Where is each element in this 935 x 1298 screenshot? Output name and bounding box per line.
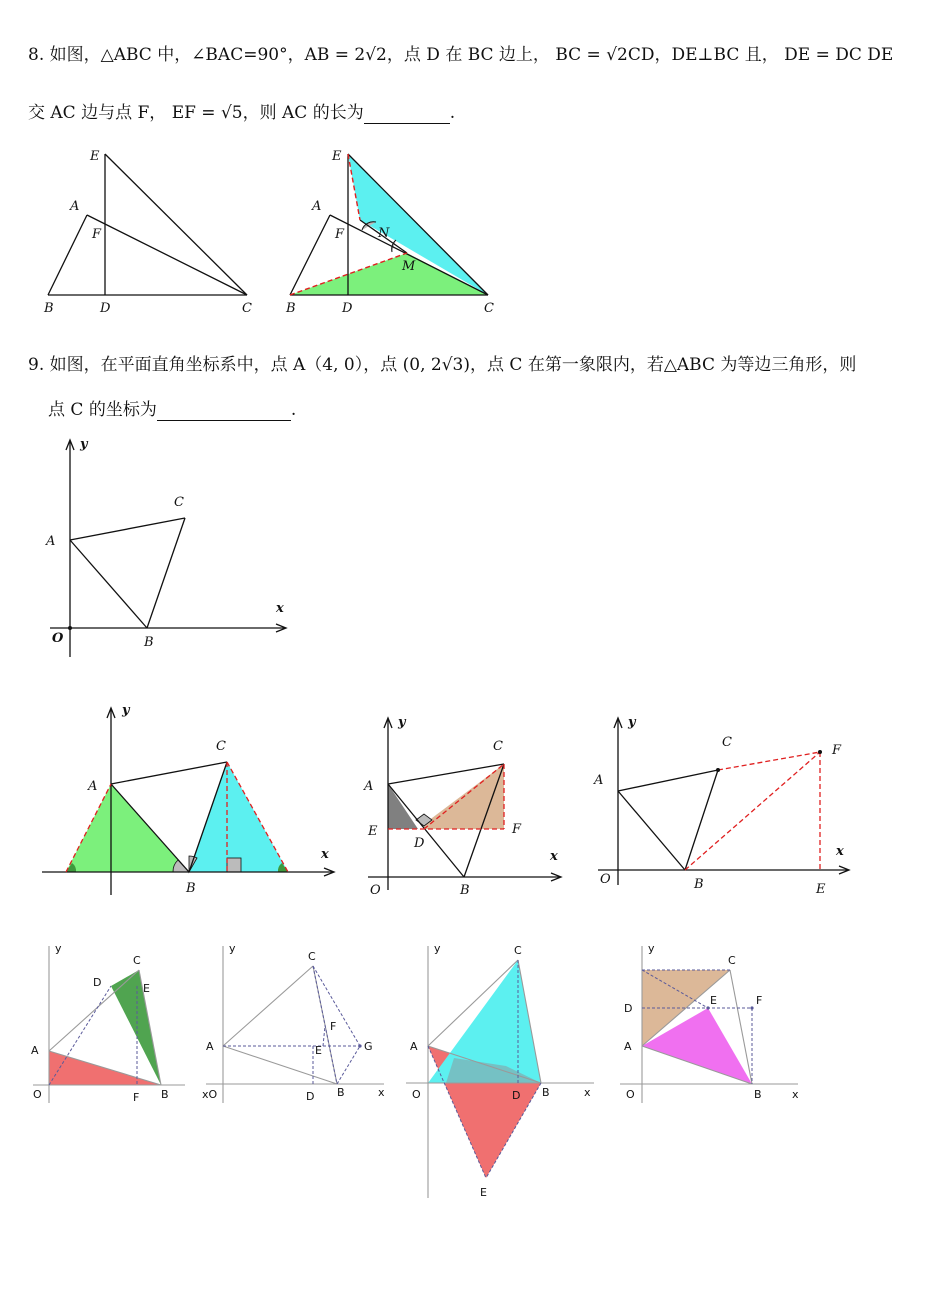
q8f2-label-f: F	[335, 227, 345, 242]
q9-label-b: B	[144, 635, 154, 650]
q8f1-label-b: B	[44, 301, 54, 316]
s1f1-right-angle	[227, 858, 241, 872]
q9-label-y: y	[80, 437, 88, 452]
s1f2-label-o: O	[370, 883, 381, 898]
q8-answer-blank[interactable]	[364, 103, 450, 124]
q9-line2-end: .	[290, 400, 297, 420]
s2f3-label-a: A	[410, 1040, 418, 1053]
q9-label-x: x	[276, 601, 284, 616]
s2f2-label-x: x	[378, 1086, 385, 1099]
s2f4-label-x: x	[792, 1088, 799, 1101]
s1f3-label-f: F	[832, 743, 842, 758]
q9-text-line1: 9. 如图，在平面直角坐标系中，点 A（4, 0），点 (0, 2√3)，点 C 在第一象限内，若△ABC 为等边三角形，则	[28, 355, 857, 375]
s2f1-label-a: A	[31, 1044, 39, 1057]
s1f2-label-y: y	[398, 715, 406, 730]
q8-line2-end: .	[449, 103, 456, 123]
s1f1-green-triangle	[66, 784, 189, 872]
q8f1-label-f: F	[92, 227, 102, 242]
s1f3-label-c: C	[722, 735, 732, 750]
s2f4-label-c: C	[728, 954, 736, 967]
sol1-figure-1	[38, 700, 348, 900]
s2f1-label-b: B	[161, 1088, 169, 1101]
sol2-figure-2	[200, 938, 400, 1108]
s2f4-label-o: O	[626, 1088, 635, 1101]
s2f2-label-b: B	[337, 1086, 345, 1099]
s2f4-label-a: A	[624, 1040, 632, 1053]
q8f2-label-a: A	[312, 199, 322, 214]
q8f1-label-c: C	[242, 301, 252, 316]
s1f1-label-a: A	[88, 779, 98, 794]
q8-text-line2	[28, 98, 455, 124]
s2f3-label-o: O	[412, 1088, 421, 1101]
q9-label-o: O	[52, 631, 64, 646]
s2f2-label-g: G	[364, 1040, 373, 1053]
s2f4-label-b: B	[754, 1088, 762, 1101]
s1f2-label-x: x	[550, 849, 558, 864]
s1f3-label-x: x	[836, 844, 844, 859]
s1f1-label-c: C	[216, 739, 226, 754]
s1f2-label-f: F	[512, 822, 522, 837]
s1f1-label-b: B	[186, 881, 196, 896]
q9-text-line2	[48, 395, 296, 421]
s1f3-label-y: y	[628, 715, 636, 730]
q9-answer-blank[interactable]	[157, 400, 291, 421]
s2f2-label-e: E	[315, 1044, 322, 1057]
q8f1-label-a: A	[70, 199, 80, 214]
s2f3-label-y: y	[434, 942, 441, 955]
s2f1-green-triangle	[111, 970, 161, 1085]
s1f2-label-c: C	[493, 739, 503, 754]
s2f4-label-e: E	[710, 994, 717, 1007]
s1f2-label-d: D	[414, 836, 425, 851]
s1f3-label-o: O	[600, 872, 611, 887]
s2f3-label-b: B	[542, 1086, 550, 1099]
q9-figure	[40, 432, 310, 662]
s1f3-label-a: A	[594, 773, 604, 788]
q8-figure-1	[30, 140, 290, 320]
s2f1-label-f: F	[133, 1091, 140, 1104]
s2f2-label-xo: xO	[202, 1088, 218, 1101]
sol2-figure-4	[612, 938, 812, 1108]
q8f2-label-m: M	[402, 259, 416, 274]
q8f2-label-n: N	[378, 226, 390, 241]
s2f2-label-y: y	[229, 942, 236, 955]
q9-line2-text: 点 C 的坐标为	[48, 400, 157, 420]
s2f1-label-o: O	[33, 1088, 42, 1101]
s2f1-label-e: E	[143, 982, 150, 995]
q8f1-label-d: D	[100, 301, 111, 316]
q9-label-c: C	[174, 495, 184, 510]
s2f1-label-c: C	[133, 954, 141, 967]
q8f1-label-e: E	[90, 149, 100, 164]
q8-line2-text: 交 AC 边与点 F， EF = √5，则 AC 的长为	[28, 103, 364, 123]
sol1-figure-3	[590, 710, 860, 900]
s2f3-label-x: x	[584, 1086, 591, 1099]
s1f2-gray-triangle	[388, 784, 418, 829]
s1f2-label-b: B	[460, 883, 470, 898]
s2f3-label-c: C	[514, 944, 522, 957]
s1f2-label-a: A	[364, 779, 374, 794]
s1f2-label-e: E	[368, 824, 378, 839]
q8-figure-2	[272, 140, 512, 320]
s1f1-cyan-triangle	[189, 762, 288, 872]
sol2-figure-1	[25, 938, 195, 1108]
s1f3-label-b: B	[694, 877, 704, 892]
s2f4-label-y: y	[648, 942, 655, 955]
s2f2-label-f: F	[330, 1020, 337, 1033]
s2f4-label-f: F	[756, 994, 763, 1007]
q8f2-label-b: B	[286, 301, 296, 316]
s1f3-label-e: E	[816, 882, 826, 897]
sol2-figure-3	[398, 938, 608, 1208]
s2f3-label-d: D	[512, 1089, 521, 1102]
q9-label-a: A	[46, 534, 56, 549]
q8-text-line1: 8. 如图，△ABC 中，∠BAC=90°，AB = 2√2，点 D 在 BC 边上， BC = √2CD，DE⊥BC 且， DE = DC DE	[28, 45, 894, 65]
s1f1-label-x: x	[321, 847, 329, 862]
s2f1-label-d: D	[93, 976, 102, 989]
s2f4-label-d: D	[624, 1002, 633, 1015]
s1f1-label-y: y	[122, 703, 130, 718]
q8f2-label-e: E	[332, 149, 342, 164]
sol1-figure-2	[360, 710, 570, 900]
s2f2-label-c: C	[308, 950, 316, 963]
q8f2-label-c: C	[484, 301, 494, 316]
s2f1-label-y: y	[55, 942, 62, 955]
q8f2-label-d: D	[342, 301, 353, 316]
s2f2-label-a: A	[206, 1040, 214, 1053]
s2f3-label-e: E	[480, 1186, 487, 1199]
s2f2-label-d: D	[306, 1090, 315, 1103]
